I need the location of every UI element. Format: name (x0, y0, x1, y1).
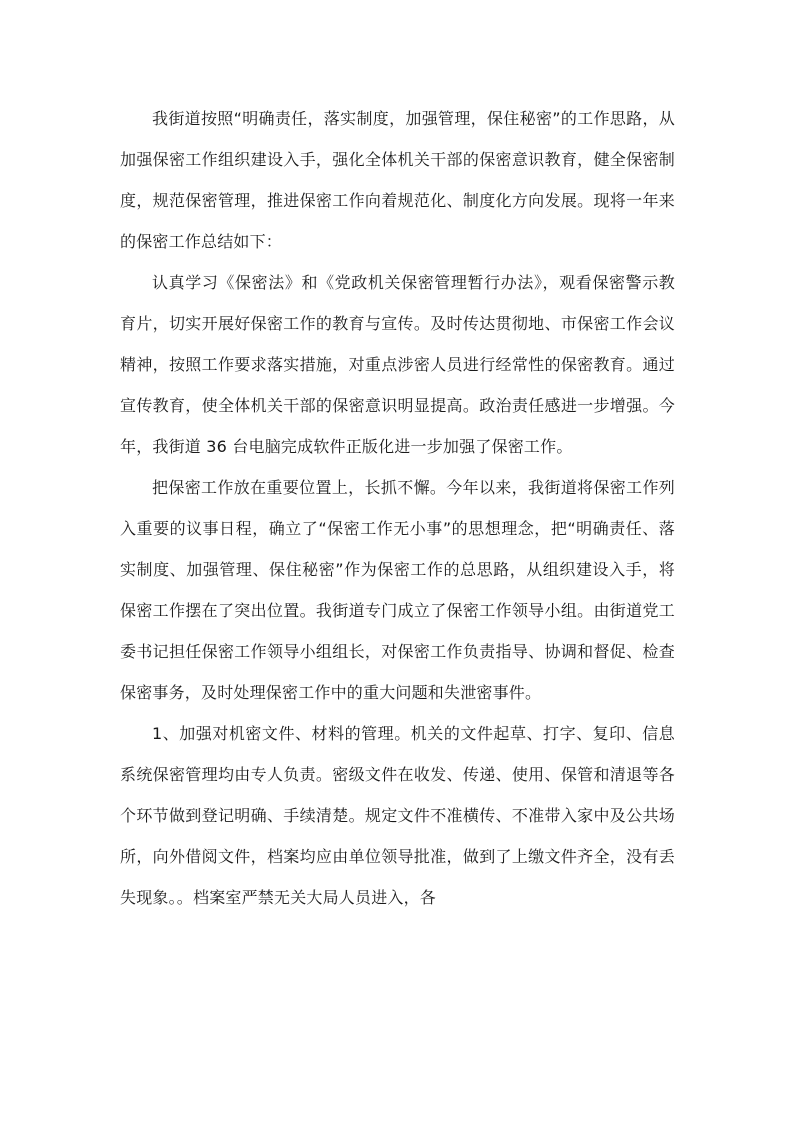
document-body (120, 98, 675, 918)
paragraph-intro: 我街道按照“明确责任，落实制度，加强管理，保住秘密”的工作思路，从加强保密工作组织建设入手，强化全体机关干部的保密意识教育，健全保密制度，规范保密管理，推进保密工作向着规范化、制度化方向发展。现将一年来的保密工作总结如下： (120, 109, 675, 251)
paragraph-study-education: 认真学习《保密法》和《党政机关保密管理暂行办法》，观看保密警示教育片，切实开展好保密工作的教育与宣传。及时传达贯彻地、市保密工作会议精神，按照工作要求落实措施，对重点涉密人员进行经常性的保密教育。通过宣传教育，使全体机关干部的保密意识明显提高。政治责任感进一步增强。今年，我街道 36 台电脑完成软件正版化进一步加强了保密工作。 (120, 273, 675, 456)
paragraph-priority-organization: 把保密工作放在重要位置上，长抓不懈。今年以来，我街道将保密工作列入重要的议事日程，确立了“保密工作无小事”的思想理念，把“明确责任、落实制度、加强管理、保住秘密”作为保密工作的总思路，从组织建设入手，将保密工作摆在了突出位置。我街道专门成立了保密工作领导小组。由街道党工委书记担任保密工作领导小组组长，对保密工作负责指导、协调和督促、检查保密事务，及时处理保密工作中的重大问题和失泄密事件。 (120, 478, 675, 702)
paragraph-document-management: 1、加强对机密文件、材料的管理。机关的文件起草、打字、复印、信息系统保密管理均由专人负责。密级文件在收发、传递、使用、保管和清退等各个环节做到登记明确、手续清楚。规定文件不准横传、不准带入家中及公共场所，向外借阅文件，档案均应由单位领导批准，做到了上缴文件齐全，没有丢失现象。。档案室严禁无关大局人员进入，各 (120, 724, 675, 907)
